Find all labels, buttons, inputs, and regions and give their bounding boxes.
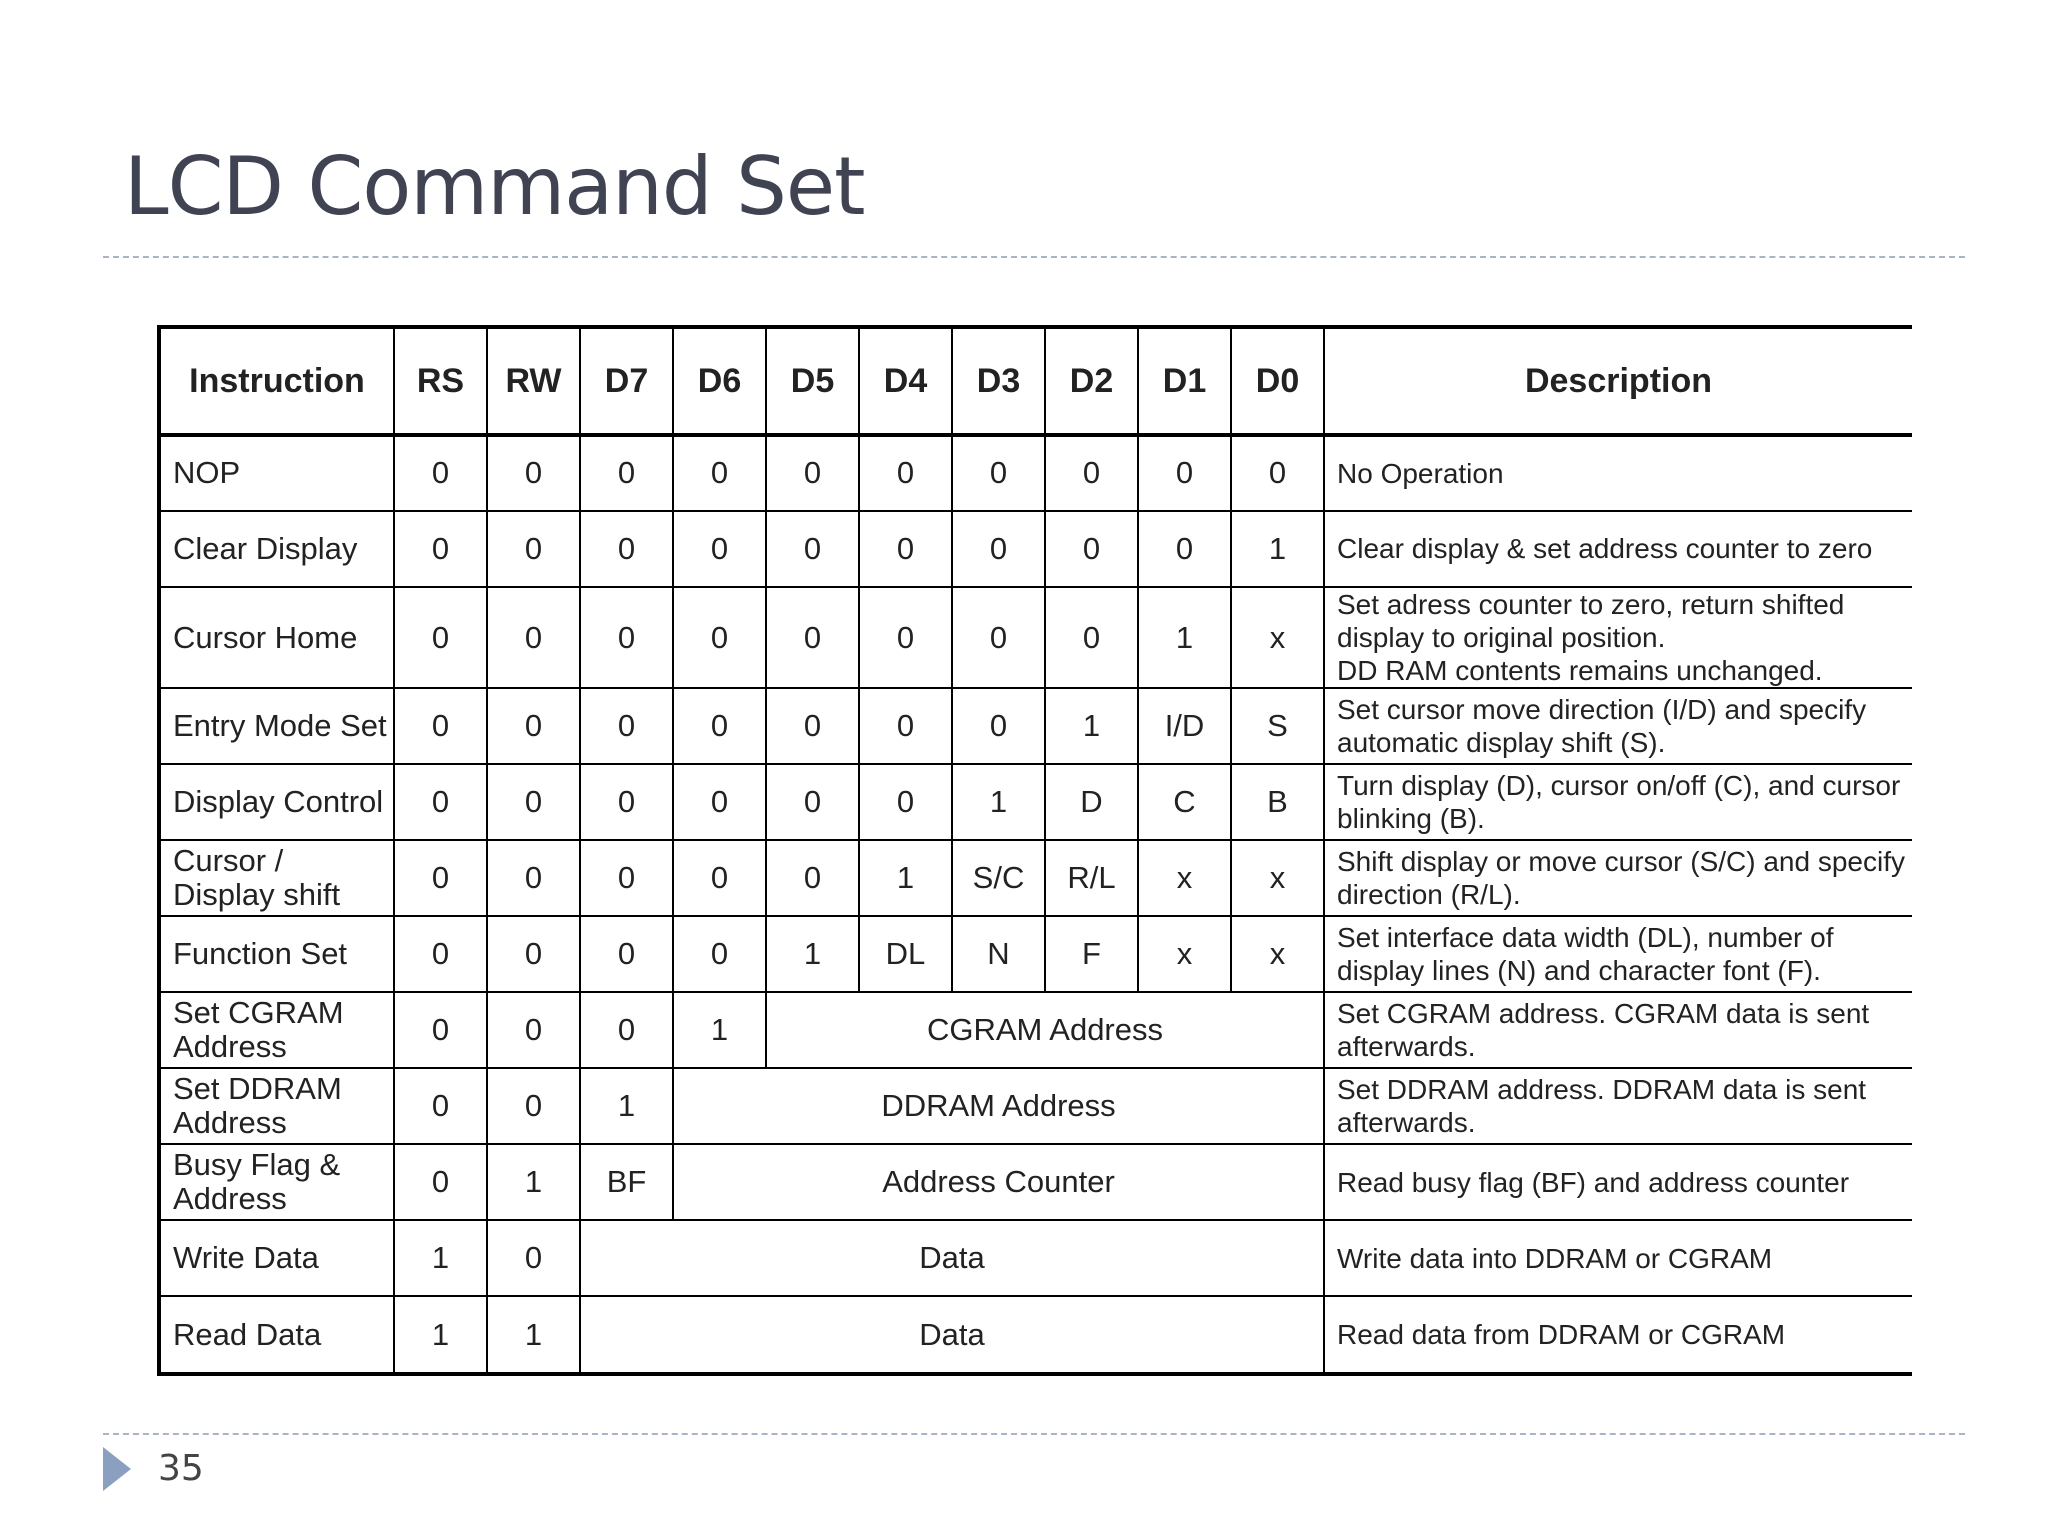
bit-cell: 0 (580, 511, 673, 587)
instruction-cell: Write Data (159, 1220, 394, 1296)
bit-cell: 1 (1231, 511, 1324, 587)
bit-cell: B (1231, 764, 1324, 840)
instruction-cell: Entry Mode Set (159, 688, 394, 764)
merged-field-cell: Data (580, 1296, 1324, 1374)
bit-cell: 0 (394, 1144, 487, 1220)
bit-cell: x (1231, 840, 1324, 916)
bit-cell: 0 (394, 916, 487, 992)
bit-cell: 1 (1045, 688, 1138, 764)
bit-cell: 0 (952, 688, 1045, 764)
bit-cell: 0 (859, 688, 952, 764)
header-d7: D7 (580, 327, 673, 435)
bit-cell: 0 (766, 435, 859, 511)
table-row (159, 1144, 1912, 1220)
table-row (159, 992, 1912, 1068)
bit-cell: 0 (487, 435, 580, 511)
bit-cell: 0 (394, 435, 487, 511)
header-d6: D6 (673, 327, 766, 435)
bit-cell: 0 (1138, 511, 1231, 587)
bit-cell: 0 (1045, 587, 1138, 688)
bit-cell: 0 (394, 1068, 487, 1144)
table-row (159, 764, 1912, 840)
instruction-cell: Set CGRAM Address (159, 992, 394, 1068)
bit-cell: 0 (952, 511, 1045, 587)
bit-cell: 1 (952, 764, 1045, 840)
page-number: 35 (158, 1448, 204, 1489)
bit-cell: C (1138, 764, 1231, 840)
merged-field-cell: DDRAM Address (673, 1068, 1324, 1144)
bit-cell: 0 (394, 840, 487, 916)
bit-cell: x (1231, 587, 1324, 688)
instruction-cell: Busy Flag & Address (159, 1144, 394, 1220)
table-row (159, 688, 1912, 764)
lcd-command-table (157, 325, 1912, 1376)
bit-cell: 0 (952, 435, 1045, 511)
bit-cell: 0 (673, 764, 766, 840)
bit-cell: 1 (487, 1296, 580, 1374)
bit-cell: 0 (766, 511, 859, 587)
bit-cell: R/L (1045, 840, 1138, 916)
bit-cell: 0 (487, 511, 580, 587)
header-row (159, 327, 1912, 435)
description-cell: Shift display or move cursor (S/C) and specify direction (R/L). (1324, 840, 1912, 916)
bit-cell: x (1138, 840, 1231, 916)
bit-cell: 1 (394, 1296, 487, 1374)
instruction-cell: Cursor / Display shift (159, 840, 394, 916)
bit-cell: 0 (673, 840, 766, 916)
bit-cell: x (1231, 916, 1324, 992)
table-row (159, 587, 1912, 688)
table-row (159, 511, 1912, 587)
bit-cell: x (1138, 916, 1231, 992)
bit-cell: 0 (673, 511, 766, 587)
bit-cell: 0 (859, 764, 952, 840)
bit-cell: 1 (487, 1144, 580, 1220)
bit-cell: 0 (673, 916, 766, 992)
bit-cell: 0 (1045, 435, 1138, 511)
table-row (159, 1296, 1912, 1374)
bit-cell: 0 (766, 587, 859, 688)
bit-cell: 0 (673, 688, 766, 764)
bit-cell: N (952, 916, 1045, 992)
bit-cell: 0 (1045, 511, 1138, 587)
instruction-cell: Clear Display (159, 511, 394, 587)
table-row (159, 435, 1912, 511)
description-cell: Read data from DDRAM or CGRAM (1324, 1296, 1912, 1374)
merged-field-cell: Address Counter (673, 1144, 1324, 1220)
header-rs: RS (394, 327, 487, 435)
instruction-cell: Cursor Home (159, 587, 394, 688)
bit-cell: 0 (580, 587, 673, 688)
bit-cell: 0 (394, 511, 487, 587)
bit-cell: 0 (487, 688, 580, 764)
bit-cell: 0 (673, 435, 766, 511)
table-row (159, 916, 1912, 992)
description-cell: Read busy flag (BF) and address counter (1324, 1144, 1912, 1220)
bit-cell: 0 (580, 435, 673, 511)
header-d1: D1 (1138, 327, 1231, 435)
bit-cell: 0 (580, 992, 673, 1068)
bit-cell: 1 (1138, 587, 1231, 688)
bit-cell: 0 (487, 992, 580, 1068)
bit-cell: 1 (673, 992, 766, 1068)
merged-field-cell: Data (580, 1220, 1324, 1296)
table-row (159, 1068, 1912, 1144)
bit-cell: 0 (487, 1220, 580, 1296)
bit-cell: 0 (394, 992, 487, 1068)
top-divider (103, 256, 1965, 258)
description-cell: No Operation (1324, 435, 1912, 511)
bit-cell: 0 (580, 840, 673, 916)
bit-cell: F (1045, 916, 1138, 992)
header-d3: D3 (952, 327, 1045, 435)
bit-cell: 0 (1231, 435, 1324, 511)
header-d2: D2 (1045, 327, 1138, 435)
bit-cell: BF (580, 1144, 673, 1220)
header-rw: RW (487, 327, 580, 435)
bit-cell: 0 (859, 511, 952, 587)
bit-cell: 0 (487, 840, 580, 916)
bit-cell: 0 (394, 587, 487, 688)
bit-cell: 0 (766, 840, 859, 916)
bit-cell: 1 (580, 1068, 673, 1144)
bit-cell: 1 (766, 916, 859, 992)
bit-cell: 0 (859, 435, 952, 511)
bit-cell: 0 (394, 688, 487, 764)
description-cell: Set adress counter to zero, return shifted display to original position. DD RAM contents remains unchanged. (1324, 587, 1912, 688)
header-instruction: Instruction (159, 327, 394, 435)
bit-cell: 0 (487, 916, 580, 992)
description-cell: Write data into DDRAM or CGRAM (1324, 1220, 1912, 1296)
description-cell: Set interface data width (DL), number of display lines (N) and character font (F). (1324, 916, 1912, 992)
bit-cell: I/D (1138, 688, 1231, 764)
instruction-cell: NOP (159, 435, 394, 511)
bit-cell: 0 (487, 587, 580, 688)
bit-cell: DL (859, 916, 952, 992)
bit-cell: 0 (580, 688, 673, 764)
bit-cell: 0 (766, 688, 859, 764)
header-d4: D4 (859, 327, 952, 435)
bit-cell: 0 (487, 1068, 580, 1144)
description-cell: Set cursor move direction (I/D) and specify automatic display shift (S). (1324, 688, 1912, 764)
bit-cell: 0 (1138, 435, 1231, 511)
bit-cell: 0 (673, 587, 766, 688)
bit-cell: 0 (859, 587, 952, 688)
instruction-cell: Set DDRAM Address (159, 1068, 394, 1144)
header-d5: D5 (766, 327, 859, 435)
bit-cell: 1 (859, 840, 952, 916)
bit-cell: 1 (394, 1220, 487, 1296)
bit-cell: 0 (487, 764, 580, 840)
merged-field-cell: CGRAM Address (766, 992, 1324, 1068)
table-row (159, 1220, 1912, 1296)
description-cell: Turn display (D), cursor on/off (C), and cursor blinking (B). (1324, 764, 1912, 840)
description-cell: Clear display & set address counter to zero (1324, 511, 1912, 587)
bit-cell: 0 (580, 916, 673, 992)
bit-cell: 0 (580, 764, 673, 840)
page-title: LCD Command Set (124, 140, 865, 233)
header-d0: D0 (1231, 327, 1324, 435)
bit-cell: 0 (394, 764, 487, 840)
instruction-cell: Read Data (159, 1296, 394, 1374)
play-arrow-icon (103, 1447, 131, 1491)
bit-cell: S (1231, 688, 1324, 764)
bit-cell: 0 (952, 587, 1045, 688)
bit-cell: 0 (766, 764, 859, 840)
header-description: Description (1324, 327, 1912, 435)
table-row (159, 840, 1912, 916)
bottom-divider (103, 1433, 1965, 1435)
description-cell: Set DDRAM address. DDRAM data is sent afterwards. (1324, 1068, 1912, 1144)
instruction-cell: Display Control (159, 764, 394, 840)
bit-cell: S/C (952, 840, 1045, 916)
description-cell: Set CGRAM address. CGRAM data is sent afterwards. (1324, 992, 1912, 1068)
instruction-cell: Function Set (159, 916, 394, 992)
bit-cell: D (1045, 764, 1138, 840)
